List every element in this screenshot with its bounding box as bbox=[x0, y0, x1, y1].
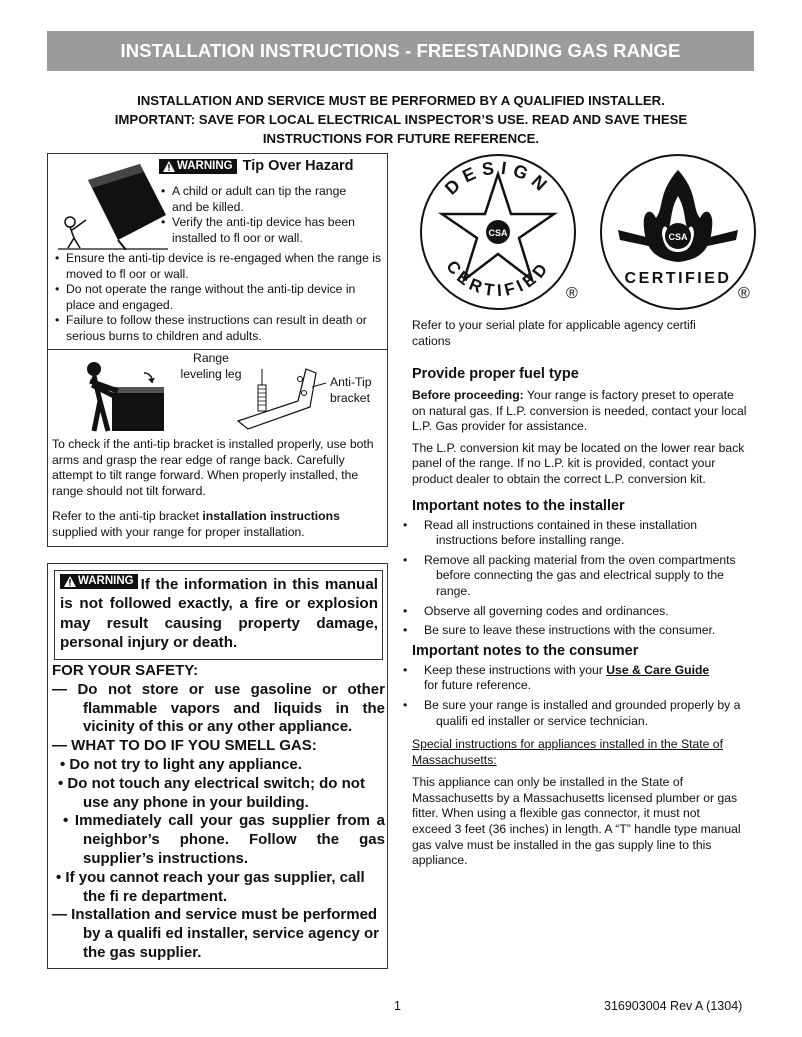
fire-warning-body: If the information in this manual is not followed exactly, a fire or explosion may result causing property damage, personal injury or death. bbox=[60, 576, 378, 651]
warning-badge-text: WARNING bbox=[78, 575, 134, 587]
massachusetts-heading: Special instructions for appliances installed in the State of Massachusetts: bbox=[412, 737, 723, 767]
list-item: • Do not operate the range without the anti-tip device in place and engaged. bbox=[52, 282, 384, 313]
safety-line: — Installation and service must be performed by a qualifi ed installer, service agency or the gas supplier. bbox=[52, 906, 379, 961]
banner-title: INSTALLATION INSTRUCTIONS - FREESTANDING GAS RANGE bbox=[120, 40, 681, 61]
csa-mark-text: CSA bbox=[668, 232, 688, 242]
fire-warning-text bbox=[60, 574, 378, 652]
consumer-heading: Important notes to the consumer bbox=[412, 642, 639, 659]
installer-heading: Important notes to the installer bbox=[412, 497, 625, 514]
logo-design-text: DESIGN bbox=[440, 157, 556, 199]
refer-post: supplied with your range for proper installation. bbox=[52, 524, 305, 539]
fuel-text: Your range is factory preset to operate on natural gas. If L.P. conversion is needed, contact your local L.P. Gas provider for assistance. bbox=[412, 388, 747, 434]
installer-notes bbox=[412, 518, 748, 639]
fuel-paragraph-1 bbox=[412, 388, 748, 435]
list-item: • Observe all governing codes and ordinances. bbox=[412, 604, 748, 620]
list-item: • Be sure to leave these instructions with the consumer. bbox=[412, 623, 748, 639]
page-banner bbox=[47, 31, 754, 71]
intro-line-2: IMPORTANT: SAVE FOR LOCAL ELECTRICAL INSPECTOR’S USE. READ AND SAVE THESE bbox=[114, 112, 688, 127]
serial-plate-note: Refer to your serial plate for applicable agency certifi cations bbox=[412, 318, 696, 348]
csa-mark-text: CSA bbox=[488, 228, 508, 238]
fuel-heading: Provide proper fuel type bbox=[412, 366, 579, 382]
safety-line: • Immediately call your gas supplier from a neighbor’s phone. Follow the gas supplier’s instructions. bbox=[63, 812, 385, 867]
warning-badge bbox=[159, 159, 237, 174]
intro-line-3: INSTRUCTIONS FOR FUTURE REFERENCE. bbox=[262, 131, 540, 146]
anti-tip-bracket-box bbox=[47, 349, 388, 547]
intro-line-1: INSTALLATION AND SERVICE MUST BE PERFORMED BY A QUALIFIED INSTALLER. bbox=[137, 93, 665, 108]
safety-box bbox=[47, 563, 388, 969]
design-certified-logo bbox=[418, 152, 578, 314]
safety-line: • Do not try to light any appliance. bbox=[60, 755, 302, 773]
list-item: • Ensure the anti-tip device is re-engaged when the range is moved to fl oor or wall. bbox=[52, 251, 384, 282]
list-item: • Be sure your range is installed and grounded properly by a qualifi ed installer or service technician. bbox=[412, 698, 748, 729]
list-item: • Verify the anti-tip device has been installed to fl oor or wall. bbox=[158, 215, 384, 246]
refer-bold: installation instructions bbox=[202, 509, 340, 523]
safety-line: • If you cannot reach your gas supplier, call the fi re department. bbox=[56, 868, 365, 905]
tip-title: Tip Over Hazard bbox=[242, 158, 354, 174]
warning-triangle-icon bbox=[64, 576, 76, 587]
person-checking-range-illustration bbox=[60, 357, 172, 433]
anti-tip-bracket-label: Anti-Tip bracket bbox=[330, 375, 372, 405]
fuel-paragraph-2: The L.P. conversion kit may be located on the lower rear back panel of the range. If no L.P. kit is provided, contact your product dealer to obtain the correct L.P. conversion kit. bbox=[412, 440, 745, 486]
svg-text:CERTIFIED bbox=[442, 257, 553, 300]
tip-bullets bbox=[52, 251, 384, 345]
fuel-bold: Before proceeding: bbox=[412, 388, 524, 402]
warning-triangle-icon bbox=[163, 161, 175, 172]
list-item: • A child or adult can tip the range and be killed. bbox=[158, 184, 384, 215]
safety-line: • Do not touch any electrical switch; do not use any phone in your building. bbox=[58, 774, 365, 811]
intro-notice bbox=[60, 91, 742, 148]
safety-line: — Do not store or use gasoline or other flammable vapors and liquids in the vicinity of this or any other appliance. bbox=[52, 680, 385, 736]
safety-line: — WHAT TO DO IF YOU SMELL GAS: bbox=[52, 737, 317, 755]
csa-certified-logo bbox=[598, 152, 758, 314]
massachusetts-paragraph: This appliance can only be installed in the State of Massachusetts by a Massachusetts licensed plumber or gas fitter. When using a flexible gas connector, it must not exceed 3 feet (36 inches) in length. A “T” handle type manual gas valve must be installed in the gas supply line to this appliance. bbox=[412, 775, 741, 868]
cons1-post: for future reference. bbox=[424, 678, 532, 693]
list-item: • Failure to follow these instructions can result in death or serious burns to children and adults. bbox=[52, 313, 384, 344]
fire-warning-box bbox=[54, 570, 383, 660]
consumer-notes bbox=[412, 663, 748, 729]
registered-mark: ® bbox=[566, 285, 578, 302]
range-leveling-leg-label: Range leveling leg bbox=[180, 351, 242, 381]
logo-certified-text: CERTIFIED bbox=[442, 257, 554, 301]
tip-warning-header bbox=[159, 158, 354, 174]
right-column bbox=[412, 366, 748, 869]
anti-tip-check-text: To check if the anti-tip bracket is installed properly, use both arms and grasp the rear edge of range back. Carefully attempt to tilt range forward. When properly installed, the range should not tilt forward. bbox=[52, 437, 374, 498]
warning-badge bbox=[60, 574, 138, 589]
bracket-illustration bbox=[228, 361, 328, 433]
anti-tip-refer-text bbox=[52, 509, 386, 540]
cons1-pre: Keep these instructions with your bbox=[424, 662, 607, 677]
warning-badge-text: WARNING bbox=[177, 159, 233, 172]
tip-over-box bbox=[47, 153, 388, 350]
safety-heading: FOR YOUR SAFETY: bbox=[52, 662, 199, 679]
svg-text:DESIGN bbox=[441, 157, 555, 198]
refer-pre: Refer to the anti-tip bracket bbox=[52, 509, 203, 523]
registered-mark: ® bbox=[738, 285, 750, 302]
use-care-guide-ref: Use & Care Guide bbox=[606, 662, 710, 677]
list-item bbox=[412, 663, 748, 694]
page-number: 1 bbox=[394, 999, 401, 1013]
list-item: • Read all instructions contained in these installation instructions before installing range. bbox=[412, 518, 748, 549]
logo-certified-text: CERTIFIED bbox=[624, 270, 732, 287]
list-item: • Remove all packing material from the oven compartments before connecting the gas and electrical supply to the range. bbox=[412, 553, 748, 600]
tip-top-bullets bbox=[158, 184, 384, 246]
for-your-safety bbox=[52, 662, 385, 963]
document-number: 316903004 Rev A (1304) bbox=[604, 999, 743, 1013]
